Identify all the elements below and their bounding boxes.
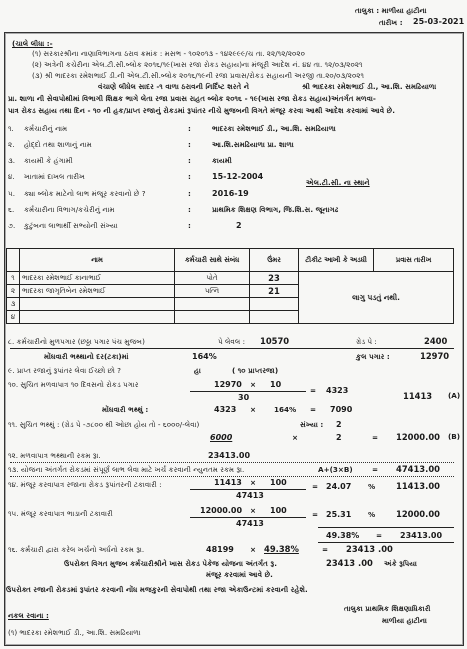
sr-cell: ૨: [7, 285, 20, 298]
name-cell: ભાદરકા જાગૃતિબેન રમેશભાઈ: [20, 285, 175, 298]
fare-amount: 12000.00: [396, 509, 440, 519]
cash-pay-numerator: 12970: [214, 380, 242, 389]
eligible-amount-label: ૧૨. મળવાપાત્ર ભથ્થાની રકમ રૂા.: [8, 451, 101, 460]
detail-label: કર્મચારીના વિભાગ/કચેરીનું નામ: [24, 205, 115, 214]
basic-pay-label: ૮. કર્મચારીનો મુળપગાર (છઠ્ઠા પગાર પંચ મુજબ): [8, 337, 145, 346]
detail-colon: :: [188, 205, 191, 214]
times-sign: ×: [250, 478, 257, 487]
fraction-bar: [190, 489, 306, 490]
signatory-place: માળીયા હાટીના: [382, 616, 427, 625]
signatory-title: તાલુકા પ્રાથમિક શિક્ષણાધિકારી: [344, 604, 431, 613]
cash-pay-denominator: 30: [238, 393, 250, 402]
leave-denominator: 47413: [236, 491, 264, 500]
combined-percent: 49.38%: [326, 531, 360, 540]
count-label: સંખ્યા :: [300, 420, 324, 429]
allowance-amount: 6000: [210, 433, 233, 442]
divider: [10, 476, 454, 477]
leave-amount: 11413.00: [396, 481, 440, 491]
sum-line: [318, 542, 454, 543]
detail-colon: :: [188, 140, 191, 149]
count-value-2: 2: [336, 433, 342, 442]
age-header: ઉંમર: [250, 249, 299, 272]
equals-sign: =: [310, 405, 317, 414]
da-percent: 164%: [274, 405, 297, 414]
detail-num: ૫.: [8, 189, 16, 198]
da-label: મોંઘવારી ભથ્થું :: [102, 405, 149, 414]
equals-sign: =: [322, 545, 329, 554]
detail-colon: :: [188, 172, 191, 181]
detail-label: ક્યા બ્લોક માટેનો લાભ મંજૂર કરવાનો છે ?: [24, 189, 146, 198]
relation-cell: [175, 298, 250, 311]
times-sign: ×: [250, 380, 257, 389]
approval-note-1: ઉપરોક્ત વિગત મુજબ કર્મચારીશ્રીને ખાસ રોકડ પેકેજ યોજના અંતર્ગત રૂ.: [64, 559, 277, 568]
ticket-header: ટીકીટ આખી કે અડધી: [299, 249, 374, 272]
copy-recipient: (૧) ભાદરકા રમેશભાઈ ડી., આ.શિ. સમઢિયાળા: [8, 628, 141, 637]
cash-pay-days: 10: [270, 380, 282, 389]
min-expense-formula: A+(3×B): [318, 465, 353, 474]
equals-sign: =: [372, 465, 379, 474]
expense-percent: 49.38%: [264, 544, 299, 554]
ref-1: (૧) સરકારશ્રીના નાણાવિભાગના ઠરાવ ક્રમાંક : મસભ - ૧૦૨૦૧૩ - ૧૪૨૯૯૯/ચ તા. ૨૨/૧૨/૨૦૨૦: [32, 49, 305, 58]
copy-heading: નકલ રવાના :: [8, 611, 49, 620]
detail-num: ૧.: [8, 124, 14, 133]
approval-note-2: મંજૂર કરવામાં આવે છે.: [206, 570, 273, 579]
detail-colon: :: [188, 189, 191, 198]
cash-pay-label: ૧૦. સુચિત મળવાપાત્ર ૧૦ દિવસનો રોકડ પગાર: [8, 380, 139, 389]
sr-cell: ૪: [7, 311, 20, 324]
fraction-bar: [190, 391, 306, 392]
equals-sign: =: [376, 531, 383, 540]
table-header-row: [7, 249, 454, 272]
leave-hundred: 100: [270, 478, 287, 487]
age-cell: 21: [250, 285, 299, 298]
ref-3: (૩) શ્રી ભાદરકા રમેશભાઈ ડી.ની એલ.ટી.સી.બ્લોક ૨૦૧૬/૧૯ની રજા પ્રવાસ/રોકડ સહાયની અરજી તા.૨૦/૦૩/૨૦૨૧: [32, 71, 365, 80]
times-sign: ×: [250, 545, 257, 554]
detail-num: ૩.: [8, 156, 16, 165]
percent-sign: %: [368, 482, 376, 491]
grade-pay-value: 2400: [424, 336, 448, 346]
sr-header: [7, 249, 20, 272]
expense-value: 48199: [206, 545, 234, 554]
da-base: 4323: [214, 405, 237, 414]
tag-a: (A): [448, 391, 461, 400]
percent-sign: %: [368, 510, 376, 519]
amount-in-words-label: અંકે રૂપિયા: [384, 559, 417, 568]
equals-sign: =: [312, 482, 319, 491]
pay-level-label: પે લેવલ :: [218, 337, 246, 346]
detail-num: ૨.: [8, 140, 15, 149]
detail-label: ખાતામાં દાખલ તારીખ: [24, 172, 85, 181]
table-row: [7, 272, 454, 285]
relation-header: કર્મચારી સાથે સંબંધ: [175, 249, 250, 272]
family-count: 2: [236, 221, 242, 230]
sr-cell: ૧: [7, 272, 20, 285]
name-header: નામ: [20, 249, 175, 272]
ref-2: (૨) અત્રેની કચેરીના એલ.ટી.સી.બ્લોક ૨૦૧૬/૧૯(ખાસ રજા રોકડ સહાય)ના મંજૂરી આદેશ નં. ૪૪ તા. ૧૨/૦૩/૨૦૨૧: [32, 60, 363, 69]
employee-name: ભાદરકા રમેશભાઈ ડી., આ.શિ. સમઢિયાળા: [212, 124, 336, 133]
detail-label: હોદ્દો તથા શાળાનું નામ: [24, 140, 92, 149]
detail-label: કાયમી કે હંગામી: [24, 156, 73, 165]
fare-denominator: 47413: [236, 519, 264, 528]
equals-sign: =: [310, 386, 317, 395]
designation-school: આ.શિ.સમઢિયાળા પ્રા. શાળા: [212, 140, 294, 149]
da-rate-label: મોંઘવારી ભથ્થાનો દર(ટકા)માં: [44, 352, 129, 361]
divider: [10, 348, 454, 349]
equals-sign: =: [372, 433, 379, 442]
combined-amount: 23413.00: [400, 531, 443, 540]
allowance-total: 12000.00: [396, 432, 440, 442]
joining-date: 15-12-2004: [212, 172, 264, 181]
fare-numerator: 12000.00: [200, 506, 243, 515]
approved-amount: 23413 .00: [346, 544, 393, 554]
fare-percent-label: ૧૫. મંજૂર કરવાપાત્ર ભાડાની ટકાવારી: [8, 509, 113, 518]
pay-level-value: 10570: [260, 336, 290, 346]
relation-cell: પત્નિ: [175, 285, 250, 298]
detail-num: ૭.: [8, 221, 16, 230]
date-label: તારીખ :: [379, 18, 403, 27]
block-years: 2016-19: [212, 189, 249, 198]
leave-percent-label: ૧૪. મંજૂર કરવાપાત્ર રજાના રોકડ રૂપાંતરની ટકાવારી :: [8, 480, 162, 489]
service-book-note: ઉપરોક્ત રજાની રોકડમાં રૂપાંતર કરવાની નોંધ મજકુરની સેવાપોથી તથા રજા એકાઉન્ટમાં કરવાની રહેશે.: [6, 585, 308, 594]
name-cell: [20, 311, 175, 324]
detail-label: કર્મચારીનું નામ: [24, 124, 68, 133]
detail-num: ૪.: [8, 172, 15, 181]
block-note: એલ.ટી.સી. ના સ્થાને: [306, 178, 370, 187]
times-sign: ×: [250, 405, 257, 414]
total-pay-label: કુલ પગાર :: [356, 352, 390, 361]
age-cell: [250, 311, 299, 324]
age-cell: 23: [250, 272, 299, 285]
not-applicable-note: લાગુ પડતું નથી.: [299, 272, 454, 324]
detail-label: કુટુંબના લાભાર્થી સભ્યોની સંખ્યા: [24, 221, 118, 230]
sum-line: [318, 527, 454, 528]
da-result: 7090: [330, 405, 353, 414]
fraction-bar: [190, 517, 306, 518]
employment-type: કાયમી: [212, 156, 232, 165]
count-value: 2: [336, 420, 342, 429]
min-expense-label: ૧૩. યોજના અંતર્ગત રોકડમાં સંપૂર્ણ લાભ લેવા માટે ખર્ચ કરવાની ન્યુનતમ રકમ રૂા.: [8, 465, 245, 474]
encash-answer: હા: [194, 366, 201, 375]
name-cell: ભાદરકા રમેશભાઈ કાનાભાઈ: [20, 272, 175, 285]
encash-days: ( ૧૦ પ્રાપ્તરજા): [232, 366, 279, 375]
total-pay-value: 12970: [420, 351, 450, 361]
intro-employee: શ્રી ભાદરકા રમેશભાઈ ડી., આ.શિ. સમઢિયાળા: [302, 82, 437, 91]
grade-pay-label: ગ્રેડ પે :: [356, 337, 377, 346]
travel-date-header: પ્રવાસ તારીખ: [374, 249, 454, 272]
detail-num: ૬.: [8, 205, 15, 214]
detail-colon: :: [188, 221, 191, 230]
detail-colon: :: [188, 156, 191, 165]
tag-b: (B): [448, 432, 461, 441]
detail-colon: :: [188, 124, 191, 133]
cash-pay-total: 11413: [403, 391, 433, 401]
leave-percent: 24.07: [326, 482, 352, 491]
sr-cell: ૩: [7, 298, 20, 311]
da-rate-value: 164%: [192, 352, 217, 361]
equals-sign: =: [312, 510, 319, 519]
family-table: [6, 248, 454, 324]
min-expense-value: 47413.00: [396, 464, 440, 474]
relation-cell: [175, 311, 250, 324]
department-name: પ્રાથમિક શિક્ષણ વિભાગ, જિ.શિ.સ. જૂનાગઢ: [212, 205, 339, 214]
relation-cell: પોતે: [175, 272, 250, 285]
encash-question: ૯. પ્રાપ્ત રજાનું રૂપાંતર લેવા ઈચ્છો છો ?: [8, 366, 122, 375]
times-sign: ×: [250, 506, 257, 515]
half-expense-label: ૧૬. કર્મચારી દ્વારા કરેલ ખર્ચનો અર્ધનો રકમ રૂા.: [8, 545, 145, 554]
approval-amount: 23413 .00: [326, 558, 373, 568]
intro-line-3: પાત્ર રોકડ સહાય તથા દિન - ૧૦ ની હક/પ્રાપ્ત રજાનું રોકડમાં રૂપાંતર નીચે મુજબની વિગતે મંજૂર કરવા આથી આદેશ કરવામાં આવે છે.: [8, 106, 395, 115]
refs-heading: (ચાલે લીધા :-: [12, 39, 53, 48]
leave-numerator: 11413: [214, 478, 242, 487]
times-sign: ×: [292, 433, 299, 442]
intro-line-1: વંચાણે લીધેલ સાદર -૧ વાળા ઠરાવની નિર્દિષ્ટ શરતે ને: [98, 82, 250, 91]
allowance-label: ૧૧. સુચિત ભથ્થું : (ગ્રેડ પે -૭૮૦૦ થી ઓછા હોય તો - ૬૦૦૦/-લેવા): [8, 420, 200, 429]
fare-percent: 25.31: [326, 510, 352, 519]
divider: [10, 462, 454, 463]
eligible-amount-value: 23413.00: [208, 451, 251, 460]
intro-line-2: પ્રા. શાળા ની સેવાપોથીમાં વિભાગી શિક્ષક ભાગે લેતા રજા પ્રવાસ રાહત બ્લોક ૨૦૧૬ - ૧૯(ખાસ રજા રોકડ સહાય)અંતર્ગત મળવા-: [8, 94, 376, 103]
name-cell: [20, 298, 175, 311]
fare-hundred: 100: [270, 506, 287, 515]
taluka-label: તાલુકા : માળીયા હાટીના: [355, 6, 427, 15]
cash-pay-result: 4323: [326, 386, 349, 395]
date-value: 25-03-2021: [413, 17, 465, 26]
age-cell: [250, 298, 299, 311]
